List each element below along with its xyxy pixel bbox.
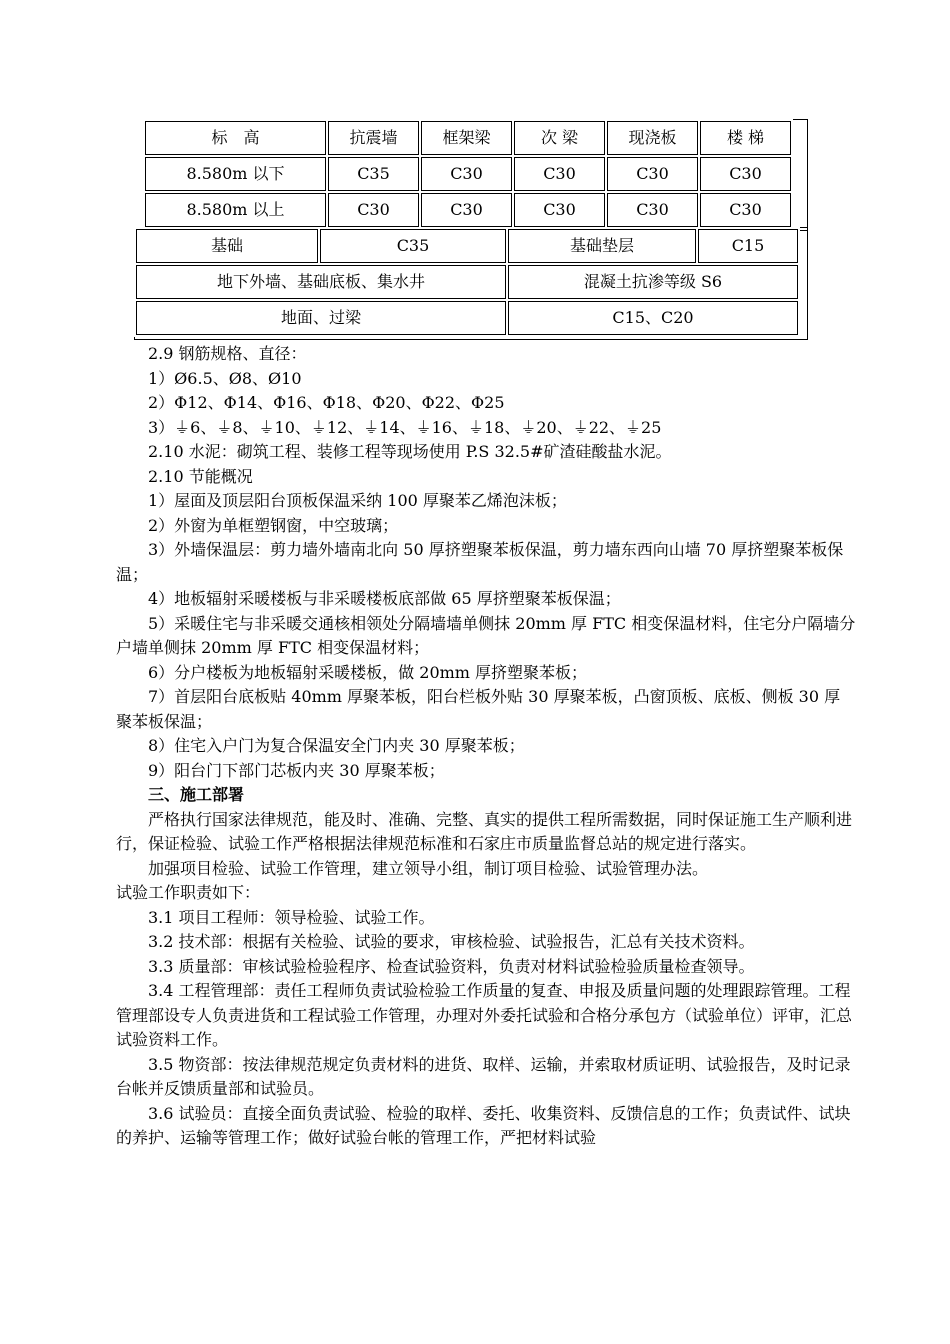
paragraph: 试验工作职责如下： [116, 883, 261, 902]
list-item: 3.6 试验员：直接全面负责试验、检验的取样、委托、收集资料、反馈信息的工作；负责试件、试块的养护、运输等管理工作；做好试验台帐的管理工作，严把材料试验 [116, 1103, 851, 1147]
table-cell: 地下外墙、基础底板、集水井 [136, 265, 506, 299]
table-cell: 8.580m 以上 [145, 193, 326, 227]
chapter-heading: 三、施工部署 [148, 785, 245, 804]
paragraph: 严格执行国家法律规范，能及时、准确、完整、真实的提供工程所需数据，同时保证施工生产顺利进行，保证检验、试验工作严格根据法律规范标准和石家庄市质量监督总站的规定进行落实。 [116, 809, 853, 853]
table-cell: C30 [421, 157, 512, 191]
list-item: 3.3 质量部：审核试验检验程序、检查试验资料，负责对材料试验检验质量检查领导。 [148, 956, 755, 976]
table-cell: C30 [700, 193, 791, 227]
table-cell: C35 [328, 157, 419, 191]
table-cell: C30 [700, 157, 791, 191]
list-item: 4）地板辐射采暖楼板与非采暖楼板底部做 65 厚挤塑聚苯板保温； [148, 589, 621, 608]
table-cell: 基础 [136, 229, 318, 263]
list-item: 5）采暖住宅与非采暖交通核相领处分隔墙墙单侧抹 20mm 厚 FTC 相变保温材料，住宅分户隔墙分户墙单侧抹 20mm 厚 FTC 相变保温材料； [116, 613, 856, 657]
table-cell: C30 [607, 193, 698, 227]
list-item: 3.5 物资部：按法律规范规定负责材料的进货、取样、运输，并索取材质证明、试验报告，及时记录台帐并反馈质量部和试验员。 [116, 1054, 851, 1098]
list-item: 3）⏚6、⏚8、⏚10、⏚12、⏚14、⏚16、⏚18、⏚20、⏚22、⏚25 [148, 417, 662, 437]
table-cell: C30 [421, 193, 512, 227]
list-item: 8）住宅入户门为复合保温安全门内夹 30 厚聚苯板； [148, 736, 525, 755]
body-text [116, 342, 856, 1151]
list-item: 2）外窗为单框塑钢窗，中空玻璃； [148, 515, 399, 535]
table-row [136, 229, 798, 263]
list-item: 6）分户楼板为地板辐射采暖楼板，做 20mm 厚挤塑聚苯板； [148, 662, 588, 682]
table-cell: C30 [328, 193, 419, 227]
header-cell: 抗震墙 [328, 121, 419, 155]
table-cell: 8.580m 以下 [145, 157, 326, 191]
table-row [145, 157, 791, 191]
list-item: 1）屋面及顶层阳台顶板保温采纳 100 厚聚苯乙烯泡沫板； [148, 491, 567, 510]
list-item: 7）首层阳台底板贴 40mm 厚聚苯板，阳台栏板外贴 30 厚聚苯板，凸窗顶板、底板、侧板 30 厚聚苯板保温； [116, 687, 841, 731]
table-cell: 基础垫层 [508, 229, 696, 263]
table-cell: C30 [607, 157, 698, 191]
header-cell: 次 梁 [514, 121, 605, 155]
section-heading: 2.9 钢筋规格、直径： [148, 344, 307, 363]
table-cell: C15、C20 [508, 301, 798, 335]
table-cell: 地面、过梁 [136, 301, 506, 335]
header-cell: 现浇板 [607, 121, 698, 155]
list-item: 2）Φ12、Φ14、Φ16、Φ18、Φ20、Φ22、Φ25 [148, 393, 505, 412]
list-item: 3）外墙保温层：剪力墙外墙南北向 50 厚挤塑聚苯板保温，剪力墙东西向山墙 70 厚挤塑聚苯板保温； [116, 540, 844, 584]
header-cell: 标 高 [145, 121, 326, 155]
table-cell: C30 [514, 157, 605, 191]
list-item: 3.2 技术部：根据有关检验、试验的要求，审核检验、试验报告，汇总有关技术资料。 [148, 932, 755, 951]
header-cell: 楼 梯 [700, 121, 791, 155]
list-item: 9）阳台门下部门芯板内夹 30 厚聚苯板； [148, 760, 445, 780]
table-cell: 混凝土抗渗等级 S6 [508, 265, 798, 299]
table-cell: C15 [698, 229, 798, 263]
list-item: 3.1 项目工程师：领导检验、试验工作。 [148, 907, 435, 927]
paragraph: 加强项目检验、试验工作管理，建立领导小组，制订项目检验、试验管理办法。 [148, 858, 709, 878]
list-item: 3.4 工程管理部：责任工程师负责试验检验工作质量的复查、申报及质量问题的处理跟踪管理。工程管理部设专人负责进货和工程试验工作管理，办理对外委托试验和合格分承包方（试验单位）评审，汇总试验资料工作。 [116, 981, 853, 1049]
table-cell: C35 [320, 229, 506, 263]
concrete-grade-table [143, 119, 793, 229]
table-row [145, 193, 791, 227]
paragraph: 2.10 水泥：砌筑工程、装修工程等现场使用 P.S 32.5#矿渣硅酸盐水泥。 [148, 442, 672, 461]
table-cell: C30 [514, 193, 605, 227]
table-header-row [145, 121, 791, 155]
section-heading: 2.10 节能概况 [148, 466, 253, 486]
table-row [136, 265, 798, 299]
table-row [136, 301, 798, 335]
list-item: 1）Ø6.5、Ø8、Ø10 [148, 368, 302, 388]
foundation-grade-table [134, 227, 800, 337]
header-cell: 框架梁 [421, 121, 512, 155]
